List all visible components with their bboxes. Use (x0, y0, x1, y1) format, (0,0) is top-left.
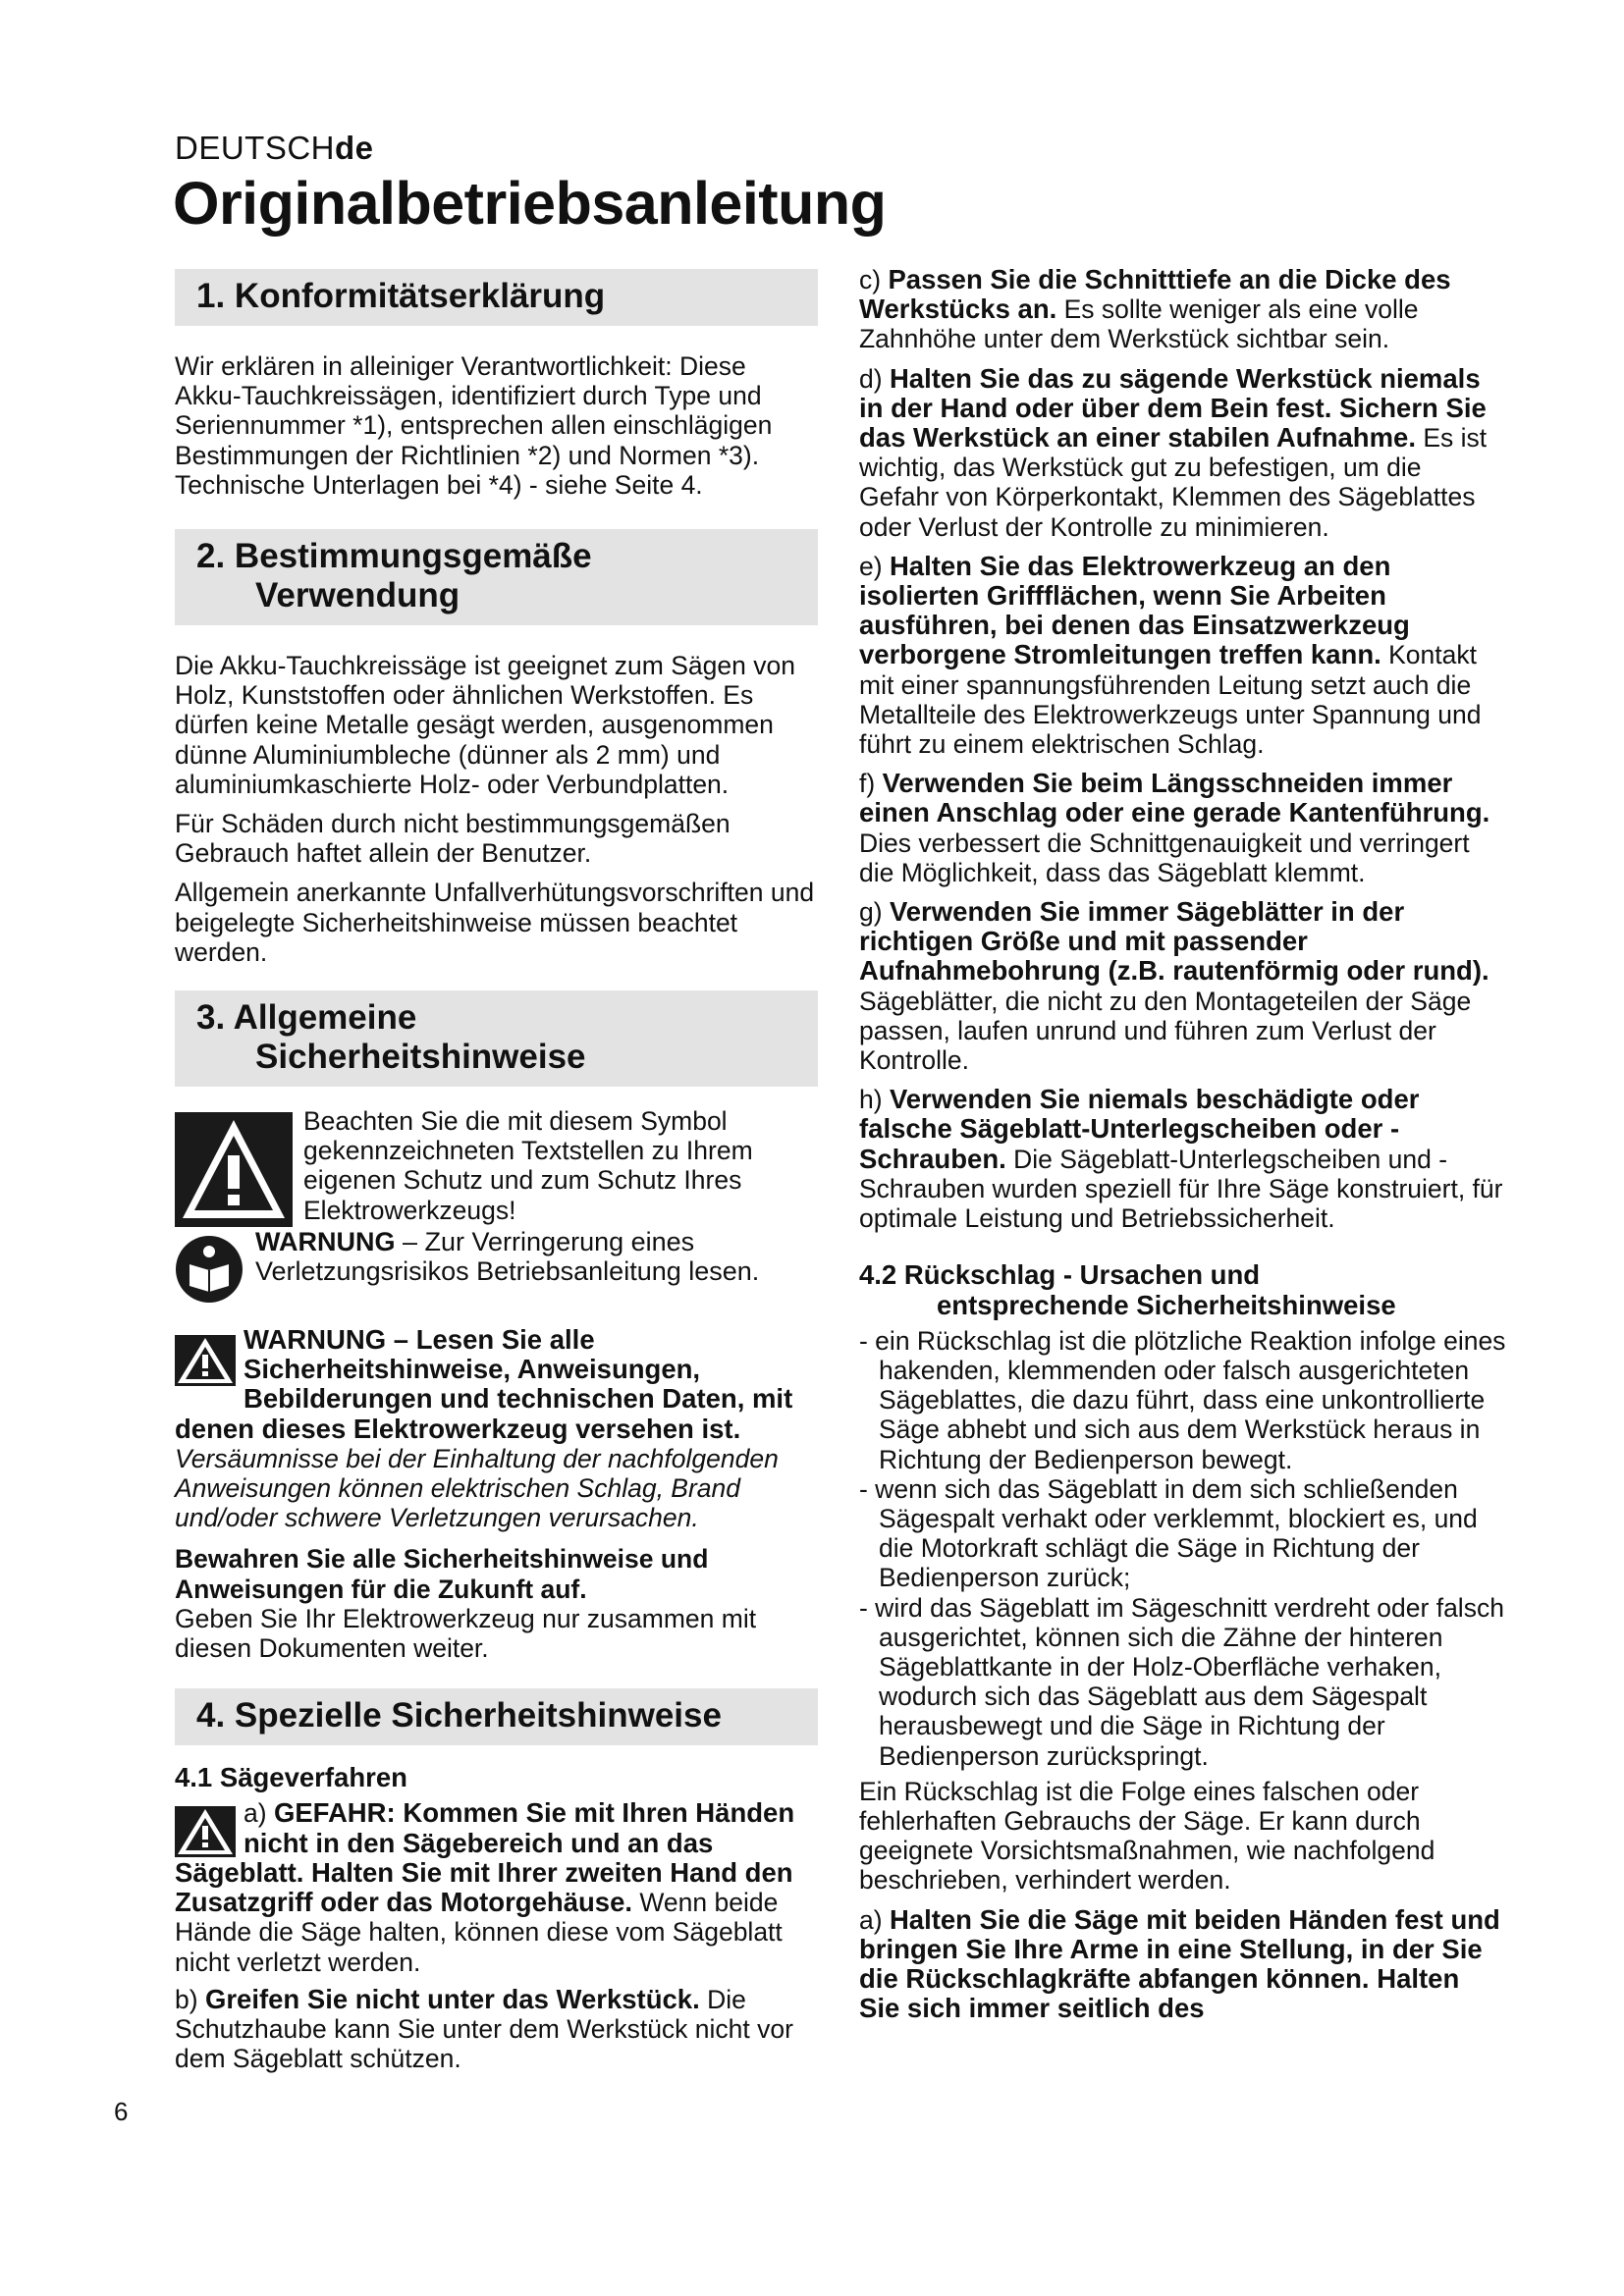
intended-use-p2: Für Schäden durch nicht bestimmungsgemäßen Gebrauch haftet allein der Benutzer. (175, 809, 731, 869)
small-warning-icon (175, 1335, 236, 1386)
read-all-bold: WARNUNG – Lesen Sie alle Sicherheitshinweise, Anweisungen, Bebilderungen und technischen Daten, mit denen dieses Elektrowerkzeug versehen ist. (175, 1324, 793, 1444)
list-item: - wird das Sägeblatt im Sägeschnitt verdreht oder falsch ausgerichtet, können sich die Zähne der hinteren Sägeblattkante in der Holz-Oberfläche verhaken, wodurch sich das Sägeblatt aus dem Sägespalt herausbewegt und die Säge in Richtung der Bedienperson zurückspringt. (859, 1592, 1504, 1771)
item-e-prefix: e) (859, 551, 890, 581)
item-e (859, 552, 1507, 759)
left-column (175, 269, 818, 2083)
item-b-prefix: b) (175, 1984, 205, 2014)
manual-warning (255, 1227, 818, 1286)
subheading-4-2-line1: 4.2 Rückschlag - Ursachen und (859, 1259, 1261, 1291)
item-e-bold: Halten Sie das Elektrowerkzeug an den isolierten Griffflächen, wenn Sie Arbeiten ausführen, bei denen das Einsatzwerkzeug verborgene Stromleitungen treffen kann. (859, 550, 1410, 670)
keep-instructions-text: Geben Sie Ihr Elektrowerkzeug nur zusammen mit diesen Dokumenten weiter. (175, 1603, 757, 1664)
item-d-text: Es ist wichtig, das Werkstück gut zu befestigen, um die Gefahr von Körperkontakt, Klemmen des Sägeblattes oder Verlust der Kontrolle zu minimieren. (859, 423, 1488, 542)
item-f-text: Dies verbessert die Schnittgenauigkeit und verringert die Möglichkeit, dass das Sägeblatt klemmt. (859, 828, 1470, 887)
intended-use-p3: Allgemein anerkannte Unfallverhütungsvorschriften und beigelegte Sicherheitshinweise müssen beachtet werden. (175, 878, 815, 967)
warning-triangle-icon (175, 1112, 293, 1227)
item-a (175, 1798, 818, 1976)
list-item: - wenn sich das Sägeblatt in dem sich schließenden Sägespalt verhakt oder verklemmt, blockiert es, und die Motorkraft schlägt die Säge in Richtung der Bedienperson zurück; (859, 1473, 1478, 1593)
item-g-text: Sägeblätter, die nicht zu den Montageteilen der Säge passen, laufen unrund und führen zum Verlust der Kontrolle. (859, 986, 1472, 1076)
list-item: - ein Rückschlag ist die plötzliche Reaktion infolge eines hakenden, klemmenden oder falsch ausgerichteten Sägeblattes, die dazu führt, dass eine unkontrollierte Säge abhebt und sich aus dem Werkstück heraus in Richtung der Bedienperson bewegt. (859, 1325, 1506, 1474)
item-g-prefix: g) (859, 897, 890, 928)
warning-label: WARNUNG (255, 1227, 396, 1257)
language-label (175, 130, 374, 167)
language-code: de (335, 130, 374, 166)
subheading-4-1: 4.1 Sägeverfahren (175, 1762, 407, 1793)
item-g (859, 897, 1507, 1075)
item-a-prefix: a) (244, 1798, 274, 1829)
symbol-explanation: Beachten Sie die mit diesem Symbol gekennzeichneten Textstellen zu Ihrem eigenen Schutz und zum Schutz Ihres Elektrowerkzeugs! (303, 1106, 753, 1225)
page-title: Originalbetriebsanleitung (173, 170, 887, 237)
language-name: DEUTSCH (175, 130, 336, 166)
section-heading-1: 1. Konformitätserklärung (175, 269, 818, 326)
item-d-bold: Halten Sie das zu sägende Werkstück niemals in der Hand oder über dem Bein fest. Sichern Sie das Werkstück an einer stabilen Aufnahme. (859, 362, 1487, 454)
section-heading-2 (175, 529, 818, 625)
item-h-prefix: h) (859, 1085, 890, 1115)
item-g-bold: Verwenden Sie immer Sägeblätter in der richtigen Größe und mit passender Aufnahmebohrung (z.B. rautenförmig oder rund). (859, 896, 1489, 987)
item-h-text: Die Sägeblatt-Unterlegscheiben und -Schrauben wurden speziell für Ihre Säge konstruiert, für optimale Leistung und Betriebssicherheit. (859, 1144, 1503, 1234)
item-f-bold: Verwenden Sie beim Längsschneiden immer einen Anschlag oder eine gerade Kantenführung. (859, 768, 1490, 828)
item-b-bold: Greifen Sie nicht unter das Werkstück. (204, 1983, 700, 2014)
item-f (859, 769, 1507, 887)
item-b (175, 1985, 818, 2074)
read-all-warning (175, 1325, 818, 1532)
kickback-causes-list (859, 1326, 1507, 1771)
small-warning-icon (175, 1806, 236, 1857)
conformity-text: Wir erklären in alleiniger Verantwortlichkeit: Diese Akku-Tauchkreissägen, identifiziert durch Type und Seriennummer *1), entsprechen allen einschlägigen Bestimmungen der Richtlinien *2) und Normen *3). Technische Unterlagen bei *4) - siehe Seite 4. (175, 351, 773, 500)
item-a-bold: GEFAHR: Kommen Sie mit Ihren Händen nicht in den Sägebereich und an das Sägeblatt. Halten Sie mit Ihrer zweiten Hand den Zusatzgriff oder das Motorgehäuse. (175, 1797, 795, 1918)
item-d-prefix: d) (859, 363, 890, 394)
item-c-text: Es sollte weniger als eine volle Zahnhöhe unter dem Werkstück sichtbar sein. (859, 294, 1419, 354)
warning-text: – Zur Verringerung eines Verletzungsrisikos Betriebsanleitung lesen. (255, 1227, 760, 1287)
item-d (859, 364, 1507, 542)
subheading-4-2 (859, 1260, 1507, 1319)
heading-3-line2: Sicherheitshinweise (255, 1038, 586, 1077)
intended-use-p1: Die Akku-Tauchkreissäge ist geeignet zum Sägen von Holz, Kunststoffen oder ähnlichen Werkstoffen. Es dürfen keine Metalle gesägt werden, ausgenommen dünne Aluminiumbleche (dünner als 2 mm) und aluminiumkaschierte Holz- oder Verbundplatten. (175, 651, 795, 799)
read-manual-icon (175, 1235, 244, 1304)
kickback-text: Ein Rückschlag ist die Folge eines falschen oder fehlerhaften Gebrauchs der Säge. Er kann durch geeignete Vorsichtsmaßnahmen, wie nachfolgend beschrieben, verhindert werden. (859, 1776, 1435, 1896)
right-column (859, 265, 1507, 2033)
keep-instructions-bold: Bewahren Sie alle Sicherheitshinweise und Anweisungen für die Zukunft auf. (175, 1544, 709, 1604)
page-number: 6 (114, 2097, 129, 2126)
heading-3-line1: 3. Allgemeine (196, 998, 417, 1038)
item-b-text: Die Schutzhaube kann Sie unter dem Werkstück nicht vor dem Sägeblatt schützen. (175, 1984, 793, 2074)
item-h-bold: Verwenden Sie niemals beschädigte oder falsche Sägeblatt-Unterlegscheiben oder -Schrauben. (859, 1084, 1420, 1174)
warning-symbol-row (175, 1106, 818, 1227)
section-heading-4: 4. Spezielle Sicherheitshinweise (175, 1688, 818, 1745)
section-heading-3 (175, 990, 818, 1087)
kickback-a-prefix: a) (859, 1904, 890, 1935)
kickback-a-bold: Halten Sie die Säge mit beiden Händen fest und bringen Sie Ihre Arme in eine Stellung, in der Sie die Rückschlagkräfte abfangen können. Halten Sie sich immer seitlich des (859, 1903, 1500, 2024)
item-c-bold: Passen Sie die Schnitttiefe an die Dicke des Werkstücks an. (859, 264, 1451, 325)
manual-symbol-row (175, 1227, 818, 1304)
item-c (859, 265, 1507, 354)
item-e-text: Kontakt mit einer spannungsführenden Leitung setzt auch die Metallteile des Elektrowerkzeugs unter Spannung und führt zu einem elektrischen Schlag. (859, 640, 1482, 760)
item-c-prefix: c) (859, 265, 889, 294)
subheading-4-2-line2: entsprechende Sicherheitshinweise (937, 1289, 1396, 1320)
kickback-item-a (859, 1905, 1507, 2024)
read-all-italic: Versäumnisse bei der Einhaltung der nachfolgenden Anweisungen können elektrischen Schlag, Brand und/oder schwere Verletzungen verursachen. (175, 1443, 779, 1533)
item-a-text: Wenn beide Hände die Säge halten, können diese vom Sägeblatt nicht verletzt werden. (175, 1888, 783, 1977)
item-h (859, 1085, 1507, 1233)
heading-2-line2: Verwendung (255, 576, 460, 615)
heading-2-line1: 2. Bestimmungsgemäße (196, 537, 592, 576)
item-f-prefix: f) (859, 769, 883, 799)
